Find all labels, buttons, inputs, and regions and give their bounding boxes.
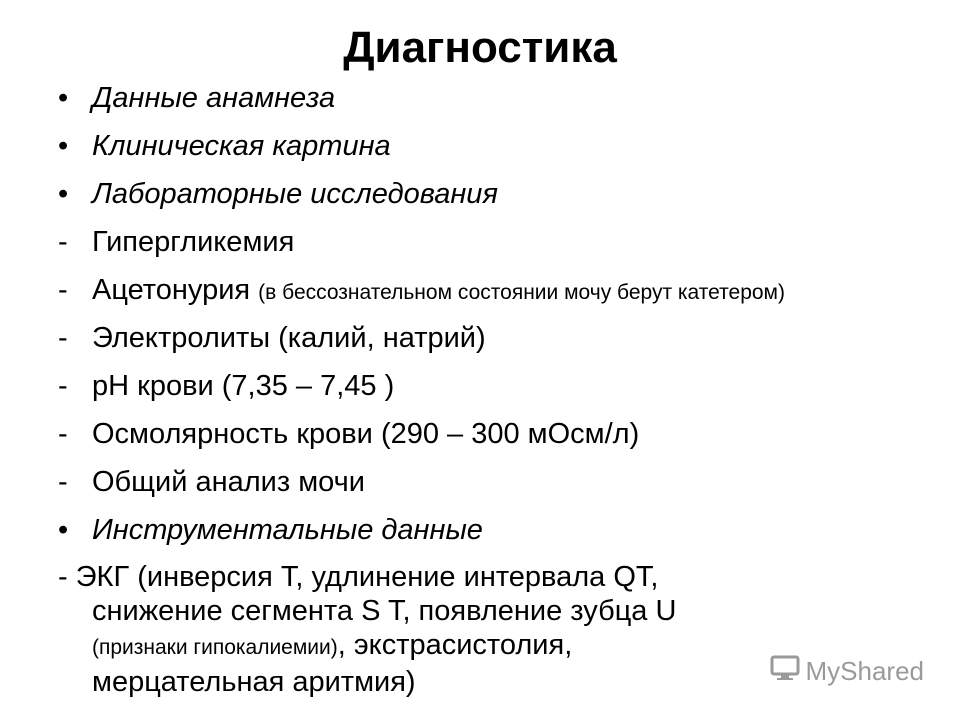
list-item: [58, 128, 938, 165]
list-item-text: Осмолярность крови (290 – 300 мОсм/л): [92, 418, 640, 450]
page-title: Диагностика: [343, 23, 617, 72]
ecg-note: (признаки гипокалиемии): [92, 636, 338, 659]
list-item-text: Клиническая картина: [92, 130, 391, 162]
dash-marker: -: [58, 466, 68, 498]
bullet-marker: •: [58, 82, 69, 114]
dash-marker: -: [58, 370, 68, 402]
list-item: [58, 368, 938, 405]
dash-marker: -: [58, 226, 68, 258]
list-item: [58, 176, 938, 213]
bullet-marker: •: [58, 178, 69, 210]
dash-marker: -: [58, 274, 68, 306]
bullet-marker: •: [58, 514, 69, 546]
diagnostics-list: [58, 80, 938, 699]
list-item-text: Данные анамнеза: [92, 82, 336, 114]
list-item: [58, 80, 938, 117]
list-item-text: Общий анализ мочи: [92, 466, 365, 498]
list-item-text: Гипергликемия: [92, 226, 295, 258]
list-item-text: Электролиты (калий, натрий): [92, 322, 486, 354]
list-item: [58, 224, 938, 261]
monitor-icon: [770, 655, 800, 688]
list-item-text: Лабораторные исследования: [92, 178, 498, 210]
dash-marker: -: [58, 418, 68, 450]
dash-marker: -: [58, 322, 68, 354]
list-item: [58, 416, 938, 453]
bullet-marker: •: [58, 130, 69, 162]
ecg-line-4: мерцательная аритмия): [92, 666, 416, 698]
ecg-line-2: снижение сегмента S T, появление зубца U: [92, 595, 677, 627]
list-item: [58, 512, 938, 549]
ecg-line-1: - ЭКГ (инверсия Т, удлинение интервала QT,: [58, 561, 659, 593]
list-item-text: рН крови (7,35 – 7,45 ): [92, 370, 395, 402]
list-item-text: Инструментальные данные: [92, 514, 483, 546]
list-item-text: Ацетонурия: [92, 274, 251, 306]
watermark-logo: [770, 655, 925, 688]
list-item: [58, 272, 938, 309]
list-item-note: (в бессознательном состоянии мочу берут катетером): [258, 281, 785, 304]
list-item: [58, 464, 938, 501]
watermark-text: MyShared: [805, 656, 924, 686]
list-item: [58, 320, 938, 357]
ecg-line-3-rest: , экстрасистолия,: [337, 629, 573, 661]
